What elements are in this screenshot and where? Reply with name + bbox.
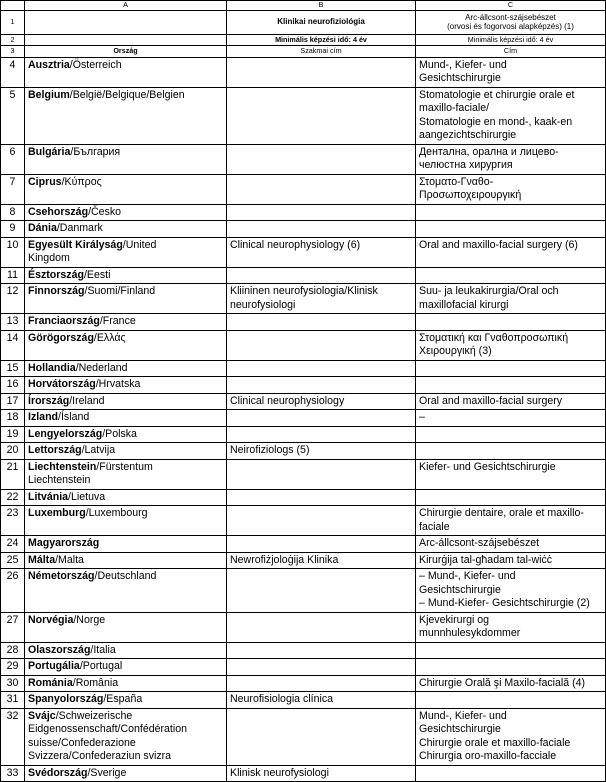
oral-surgery-title-cell <box>416 87 606 144</box>
country-native-name: /Sverige <box>87 766 127 779</box>
country-cell <box>25 552 227 569</box>
neurophysiology-title-cell <box>227 377 416 394</box>
row-number: 31 <box>1 692 25 709</box>
country-native-name: /España <box>103 693 143 706</box>
country-native-name: Kingdom <box>28 252 70 265</box>
table-row <box>1 443 606 460</box>
oral-surgery-title-cell <box>416 675 606 692</box>
specialty-c-title <box>416 10 606 34</box>
country-name: Lettország <box>28 444 82 457</box>
table-row <box>1 204 606 221</box>
country-name: Svájc <box>28 709 56 722</box>
oral-surgery-title-cell <box>416 221 606 238</box>
oral-surgery-title: Kjevekirurgi og <box>419 613 490 626</box>
neurophysiology-title: neurofysiologi <box>230 298 296 311</box>
neurophysiology-title-cell <box>227 489 416 506</box>
oral-surgery-title: Προσωποχειρουργική <box>419 189 522 202</box>
country-name: Málta <box>28 553 56 566</box>
table-row <box>1 569 606 613</box>
country-cell <box>25 426 227 443</box>
country-cell <box>25 314 227 331</box>
table-row <box>1 330 606 360</box>
country-cell <box>25 410 227 427</box>
country-native-name: Liechtenstein <box>28 474 91 487</box>
country-native-name: /Norge <box>73 613 106 626</box>
oral-surgery-title: – Mund-, Kiefer- und <box>419 570 516 583</box>
neurophysiology-title-cell <box>227 612 416 642</box>
table-row <box>1 489 606 506</box>
oral-surgery-title-cell <box>416 552 606 569</box>
country-cell <box>25 536 227 553</box>
country-native-name: /Danmark <box>56 222 103 235</box>
country-name: Spanyolország <box>28 693 104 706</box>
oral-surgery-title-cell <box>416 284 606 314</box>
country-name: Dánia <box>28 222 57 235</box>
header-row-1 <box>1 10 606 34</box>
row-number: 27 <box>1 612 25 642</box>
country-name: Liechtenstein <box>28 460 97 473</box>
neurophysiology-title-cell <box>227 765 416 782</box>
neurophysiology-title-cell <box>227 284 416 314</box>
row-number: 8 <box>1 204 25 221</box>
country-native-name: /Deutschland <box>94 570 157 583</box>
min-training-b: Minimális képzési idő: 4 év <box>227 34 416 46</box>
oral-surgery-title: Mund-, Kiefer- und <box>419 709 507 722</box>
neurophysiology-title-cell <box>227 692 416 709</box>
country-cell <box>25 708 227 765</box>
row-number: 16 <box>1 377 25 394</box>
oral-surgery-title-cell <box>416 459 606 489</box>
country-name: Franciaország <box>28 315 100 328</box>
professional-title-header: Szakmai cím <box>227 46 416 58</box>
neurophysiology-title-cell <box>227 659 416 676</box>
specialty-c-title-line: (orvosi és fogorvosi alapképzés) (1) <box>447 22 574 32</box>
neurophysiology-title-cell <box>227 221 416 238</box>
title-header: Cím <box>416 46 606 58</box>
country-native-name: /Suomi/Finland <box>84 285 156 298</box>
country-cell <box>25 489 227 506</box>
oral-surgery-title-cell <box>416 506 606 536</box>
oral-surgery-title-cell <box>416 569 606 613</box>
oral-surgery-title-cell <box>416 536 606 553</box>
neurophysiology-title: Kliininen neurofysiologia/Klinisk <box>230 285 378 298</box>
country-name: Hollandia <box>28 361 76 374</box>
neurophysiology-title: Clinical neurophysiology <box>230 394 345 407</box>
neurophysiology-title-cell <box>227 267 416 284</box>
row-number: 30 <box>1 675 25 692</box>
oral-surgery-title-cell <box>416 377 606 394</box>
country-cell <box>25 642 227 659</box>
row-number: 9 <box>1 221 25 238</box>
country-native-name: /България <box>70 145 121 158</box>
oral-surgery-title-cell <box>416 659 606 676</box>
oral-surgery-title: maxillofacial kirurgi <box>419 298 509 311</box>
row-number: 4 <box>1 57 25 87</box>
neurophysiology-title-cell <box>227 144 416 174</box>
row-number: 10 <box>1 237 25 267</box>
oral-surgery-title: Στοματο-Γναθο- <box>419 175 494 188</box>
country-native-name: /Italia <box>90 643 116 656</box>
country-name: Észtország <box>28 268 84 281</box>
country-header: Ország <box>25 46 227 58</box>
table-row <box>1 314 606 331</box>
corner-cell <box>1 1 25 11</box>
oral-surgery-title-cell <box>416 144 606 174</box>
country-name: Belgium <box>28 88 70 101</box>
table-row <box>1 659 606 676</box>
neurophysiology-title-cell <box>227 506 416 536</box>
neurophysiology-title-cell <box>227 204 416 221</box>
country-cell <box>25 659 227 676</box>
country-cell <box>25 459 227 489</box>
row-number: 18 <box>1 410 25 427</box>
row-number: 13 <box>1 314 25 331</box>
oral-surgery-title-cell <box>416 642 606 659</box>
row-number: 28 <box>1 642 25 659</box>
row-number: 24 <box>1 536 25 553</box>
table-row <box>1 410 606 427</box>
country-native-name: /Fürstentum <box>96 460 153 473</box>
header-empty-cell <box>25 10 227 34</box>
country-native-name: /Österreich <box>69 58 122 71</box>
country-cell <box>25 569 227 613</box>
country-cell <box>25 330 227 360</box>
country-cell <box>25 57 227 87</box>
neurophysiology-title-cell <box>227 57 416 87</box>
country-name: Románia <box>28 676 73 689</box>
table-row <box>1 536 606 553</box>
neurophysiology-title: Newrofiżjoloġija Klinika <box>230 553 339 566</box>
oral-surgery-title: aangezichtschirurgie <box>419 129 517 142</box>
oral-surgery-title-cell <box>416 426 606 443</box>
country-cell <box>25 267 227 284</box>
table-row <box>1 642 606 659</box>
column-letters-row <box>1 1 606 11</box>
neurophysiology-title-cell <box>227 459 416 489</box>
country-cell <box>25 443 227 460</box>
oral-surgery-title: Mund-, Kiefer- und <box>419 58 507 71</box>
oral-surgery-title: Oral and maxillo-facial surgery <box>419 394 563 407</box>
oral-surgery-title-cell <box>416 443 606 460</box>
country-name: Írország <box>28 394 70 407</box>
row-number: 20 <box>1 443 25 460</box>
neurophysiology-title-cell <box>227 87 416 144</box>
table-row <box>1 552 606 569</box>
country-cell <box>25 87 227 144</box>
table-row <box>1 360 606 377</box>
specialty-b-title: Klinikai neurofiziológia <box>227 10 416 34</box>
row-number: 14 <box>1 330 25 360</box>
country-native-name: /Κύπρος <box>61 175 102 188</box>
row-number: 33 <box>1 765 25 782</box>
country-native-name: /France <box>99 315 136 328</box>
country-name: Görögország <box>28 331 94 344</box>
row-number: 23 <box>1 506 25 536</box>
oral-surgery-title: Arc-állcsont-szájsebészet <box>419 537 540 550</box>
country-name: Lengyelország <box>28 427 103 440</box>
oral-surgery-title: munnhulesykdommer <box>419 627 521 640</box>
country-name: Litvánia <box>28 490 69 503</box>
oral-surgery-title: faciale <box>419 520 450 533</box>
table-row <box>1 57 606 87</box>
row-number: 32 <box>1 708 25 765</box>
row-number: 21 <box>1 459 25 489</box>
country-name: Horvátország <box>28 378 96 391</box>
table-row <box>1 708 606 765</box>
column-letter-a: A <box>25 1 227 11</box>
table-row <box>1 267 606 284</box>
neurophysiology-title: Neurofisiologia clínica <box>230 693 334 706</box>
oral-surgery-title: Chirurgia oro-maxillo-facciale <box>419 750 557 763</box>
oral-surgery-title-cell <box>416 692 606 709</box>
row-number: 3 <box>1 46 25 58</box>
neurophysiology-title-cell <box>227 536 416 553</box>
country-cell <box>25 393 227 410</box>
oral-surgery-title: – Mund-Kiefer- Gesichtschirurgie (2) <box>419 597 590 610</box>
oral-surgery-title-cell <box>416 410 606 427</box>
row-number: 1 <box>1 10 25 34</box>
oral-surgery-title-cell <box>416 489 606 506</box>
neurophysiology-title-cell <box>227 569 416 613</box>
table-row <box>1 144 606 174</box>
neurophysiology-title-cell <box>227 642 416 659</box>
country-name: Olaszország <box>28 643 91 656</box>
neurophysiology-title-cell <box>227 393 416 410</box>
country-native-name: /Malta <box>55 553 84 566</box>
row-number: 12 <box>1 284 25 314</box>
country-name: Norvégia <box>28 613 74 626</box>
country-cell <box>25 612 227 642</box>
table-row <box>1 426 606 443</box>
table-row <box>1 506 606 536</box>
oral-surgery-title: Chirurgie orale et maxillo-faciale <box>419 736 571 749</box>
country-native-name: /Eesti <box>83 268 111 281</box>
table-row <box>1 459 606 489</box>
oral-surgery-title-cell <box>416 57 606 87</box>
neurophysiology-title-cell <box>227 330 416 360</box>
neurophysiology-title-cell <box>227 708 416 765</box>
country-name: Svédország <box>28 766 88 779</box>
header-row-2 <box>1 34 606 46</box>
country-name: Finnország <box>28 285 85 298</box>
country-name: Magyarország <box>28 537 100 550</box>
neurophysiology-title: Clinical neurophysiology (6) <box>230 238 361 251</box>
country-native-name: /Lietuva <box>68 490 106 503</box>
neurophysiology-title-cell <box>227 552 416 569</box>
row-number: 5 <box>1 87 25 144</box>
neurophysiology-title-cell <box>227 426 416 443</box>
country-native-name: /Ísland <box>58 411 90 424</box>
country-name: Luxemburg <box>28 507 86 520</box>
table-row <box>1 237 606 267</box>
oral-surgery-title-cell <box>416 612 606 642</box>
table-row <box>1 393 606 410</box>
oral-surgery-title: Χειρουργική (3) <box>419 345 492 358</box>
country-cell <box>25 174 227 204</box>
country-native-name: /Ireland <box>69 394 105 407</box>
oral-surgery-title: Kirurġija tal-għadam tal-wiċċ <box>419 553 553 566</box>
country-cell <box>25 506 227 536</box>
table-row <box>1 87 606 144</box>
country-native-name: /United <box>122 238 157 251</box>
neurophysiology-title-cell <box>227 410 416 427</box>
row-number: 17 <box>1 393 25 410</box>
oral-surgery-title-cell <box>416 237 606 267</box>
oral-surgery-title-cell <box>416 765 606 782</box>
oral-surgery-title-cell <box>416 330 606 360</box>
country-name: Ausztria <box>28 58 70 71</box>
oral-surgery-title: Kiefer- und Gesichtschirurgie <box>419 460 556 473</box>
country-cell <box>25 360 227 377</box>
neurophysiology-title-cell <box>227 675 416 692</box>
oral-surgery-title: Stomatologie en mond-, kaak-en <box>419 115 573 128</box>
oral-surgery-title-cell <box>416 708 606 765</box>
country-name: Portugália <box>28 660 80 673</box>
country-cell <box>25 377 227 394</box>
row-number: 15 <box>1 360 25 377</box>
country-name: Izland <box>28 411 59 424</box>
neurophysiology-title: Klinisk neurofysiologi <box>230 766 329 779</box>
table-row <box>1 675 606 692</box>
row-number: 7 <box>1 174 25 204</box>
row-number: 22 <box>1 489 25 506</box>
table-row <box>1 377 606 394</box>
oral-surgery-title-cell <box>416 314 606 331</box>
country-native-name: /Luxembourg <box>85 507 148 520</box>
country-cell <box>25 765 227 782</box>
oral-surgery-title-cell <box>416 267 606 284</box>
country-native-name: /Polska <box>102 427 137 440</box>
table-row <box>1 174 606 204</box>
oral-surgery-title: Chirurgie Orală şi Maxilo-facială (4) <box>419 676 586 689</box>
column-letter-b: B <box>227 1 416 11</box>
country-native-name: /Hrvatska <box>95 378 141 391</box>
row-number: 2 <box>1 34 25 46</box>
table-row <box>1 221 606 238</box>
neurophysiology-title-cell <box>227 314 416 331</box>
country-name: Csehország <box>28 205 89 218</box>
oral-surgery-title: Oral and maxillo-facial surgery (6) <box>419 238 578 251</box>
specialty-c-title-line: Arc-állcsont-szájsebészet <box>465 12 556 22</box>
table-row <box>1 284 606 314</box>
oral-surgery-title-cell <box>416 360 606 377</box>
row-number: 29 <box>1 659 25 676</box>
neurophysiology-title-cell <box>227 237 416 267</box>
country-cell <box>25 204 227 221</box>
column-letter-c: C <box>416 1 606 11</box>
oral-surgery-title: Στοματική και Γναθοπροσωπική <box>419 331 569 344</box>
oral-surgery-title: Дентална, орална и лицево- <box>419 145 559 158</box>
table-row <box>1 692 606 709</box>
oral-surgery-title: Gesichtschirurgie <box>419 723 501 736</box>
oral-surgery-title: Stomatologie et chirurgie orale et <box>419 88 575 101</box>
row-number: 26 <box>1 569 25 613</box>
oral-surgery-title: челюстна хирургия <box>419 159 513 172</box>
oral-surgery-title-cell <box>416 174 606 204</box>
oral-surgery-title: Gesichtschirurgie <box>419 583 501 596</box>
header-empty-cell <box>25 34 227 46</box>
row-number: 11 <box>1 267 25 284</box>
oral-surgery-title: Chirurgie dentaire, orale et maxillo- <box>419 507 584 520</box>
country-name: Bulgária <box>28 145 71 158</box>
country-native-name: /Schweizerische <box>55 709 133 722</box>
country-cell <box>25 692 227 709</box>
oral-surgery-title: Suu- ja leukakirurgia/Oral och <box>419 285 559 298</box>
country-cell <box>25 237 227 267</box>
min-training-c: Minimális képzési idő: 4 év <box>416 34 606 46</box>
neurophysiology-title-cell <box>227 174 416 204</box>
country-native-name: suisse/Confederazione <box>28 736 136 749</box>
row-number: 19 <box>1 426 25 443</box>
oral-surgery-title-cell <box>416 204 606 221</box>
oral-surgery-title-cell <box>416 393 606 410</box>
header-row-3 <box>1 46 606 58</box>
country-native-name: /Portugal <box>79 660 123 673</box>
oral-surgery-title: – <box>419 411 425 424</box>
neurophysiology-title: Neirofiziologs (5) <box>230 444 310 457</box>
country-native-name: /România <box>72 676 119 689</box>
oral-surgery-title: Gesichtschirurgie <box>419 72 501 85</box>
neurophysiology-title-cell <box>227 360 416 377</box>
country-native-name: /Česko <box>88 205 122 218</box>
country-name: Ciprus <box>28 175 62 188</box>
country-native-name: /Latvija <box>81 444 116 457</box>
country-name: Egyesült Királyság <box>28 238 123 251</box>
oral-surgery-title: maxillo-faciale/ <box>419 102 490 115</box>
country-cell <box>25 221 227 238</box>
country-native-name: Eidgenossenschaft/Confédération <box>28 723 188 736</box>
country-name: Németország <box>28 570 95 583</box>
table-row <box>1 612 606 642</box>
row-number: 6 <box>1 144 25 174</box>
table-row <box>1 765 606 782</box>
country-native-name: /België/Belgique/Belgien <box>69 88 185 101</box>
country-cell <box>25 675 227 692</box>
country-native-name: /Nederland <box>75 361 128 374</box>
country-native-name: Svizzera/Confederaziun svizra <box>28 750 172 763</box>
country-native-name: /Ελλάς <box>93 331 126 344</box>
country-cell <box>25 144 227 174</box>
neurophysiology-title-cell <box>227 443 416 460</box>
country-cell <box>25 284 227 314</box>
row-number: 25 <box>1 552 25 569</box>
